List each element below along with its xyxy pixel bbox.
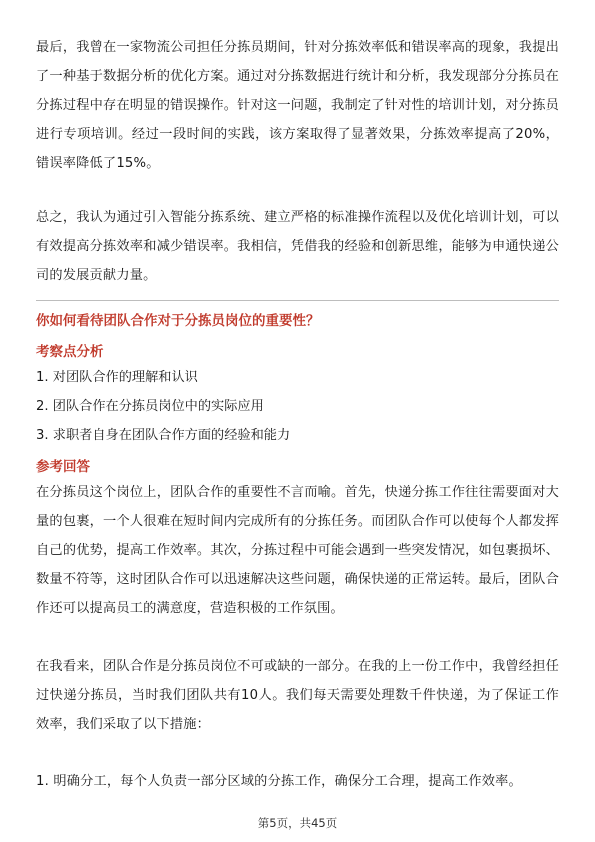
answer-paragraph-1-text: 在分拣员这个岗位上，团队合作的重要性不言而喻。首先，快递分拣工作往往需要面对大量的包裹，一个人很难在短时间内完成所有的分拣任务。而团队合作可以使每个人都发挥自己的优势，提高工作效率。其次，分拣过程中可能会遇到一些突发情况，如包裹损坏、数量不符等，这时团队合作可以迅速解决这些问题，确保快递的正常运转。最后，团队合作还可以提高员工的满意度，营造积极的工作氛围。: [36, 485, 559, 616]
analysis-item-1: 1. 对团队合作的理解和认识: [36, 370, 198, 385]
section-divider: [36, 300, 559, 301]
answer-paragraph-3: [36, 767, 559, 796]
analysis-item-2: 2. 团队合作在分拣员岗位中的实际应用: [36, 399, 264, 414]
answer-paragraph-3-text: 1. 明确分工，每个人负责一部分区域的分拣工作，确保分工合理，提高工作效率。: [36, 774, 522, 789]
intro-paragraph-1-text: 最后，我曾在一家物流公司担任分拣员期间，针对分拣效率低和错误率高的现象，我提出了一种基于数据分析的优化方案。通过对分拣数据进行统计和分析，我发现部分分拣员在分拣过程中存在明显的错误操作。针对这一问题，我制定了针对性的培训计划，对分拣员进行专项培训。经过一段时间的实践，该方案取得了显著效果，分拣效率提高了20%，错误率降低了15%。: [36, 40, 559, 171]
answer-paragraph-1: [36, 478, 559, 623]
question-title: 你如何看待团队合作对于分拣员岗位的重要性？: [36, 313, 320, 329]
answer-paragraph-2-text: 在我看来，团队合作是分拣员岗位不可或缺的一部分。在我的上一份工作中，我曾经担任过快递分拣员，当时我们团队共有10人。我们每天需要处理数千件快递，为了保证工作效率，我们采取了以下措施：: [36, 659, 559, 732]
analysis-heading: 考察点分析: [36, 344, 104, 360]
intro-paragraph-2-text: 总之，我认为通过引入智能分拣系统、建立严格的标准操作流程以及优化培训计划，可以有效提高分拣效率和减少错误率。我相信，凭借我的经验和创新思维，能够为申通快递公司的发展贡献力量。: [36, 210, 559, 283]
analysis-item-3: 3. 求职者自身在团队合作方面的经验和能力: [36, 428, 291, 443]
intro-paragraph-1: [36, 33, 559, 178]
intro-paragraph-2: [36, 203, 559, 290]
answer-heading: 参考回答: [36, 459, 90, 475]
answer-paragraph-2: [36, 652, 559, 739]
page-footer: 第5页，共45页: [257, 816, 338, 830]
